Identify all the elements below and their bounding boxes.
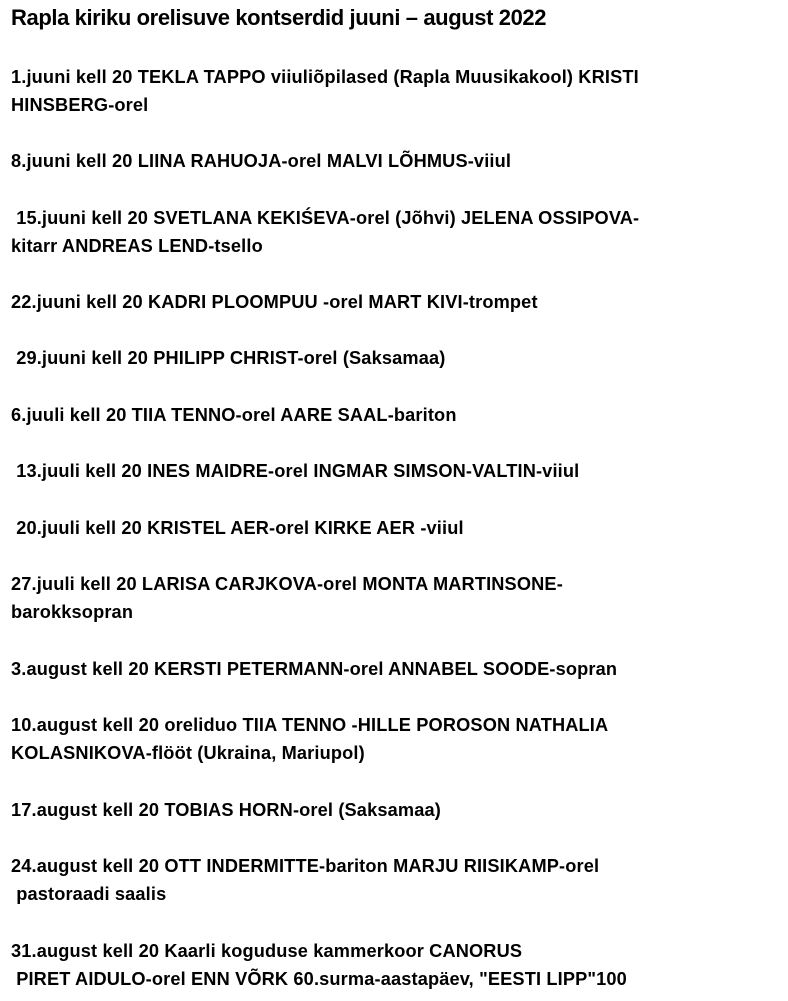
concert-entry [11, 147, 781, 175]
entry-line: 1.juuni kell 20 TEKLA TAPPO viiuliõpilased (Rapla Muusikakool) KRISTI [11, 67, 639, 87]
entry-line: 20.juuli kell 20 KRISTEL AER-orel KIRKE AER -viiul [11, 518, 464, 538]
concert-entry [11, 514, 781, 542]
entry-line: 17.august kell 20 TOBIAS HORN-orel (Saksamaa) [11, 800, 441, 820]
concert-entry [11, 570, 781, 626]
concert-entry [11, 204, 781, 260]
entry-line: 6.juuli kell 20 TIIA TENNO-orel AARE SAAL-bariton [11, 405, 457, 425]
concert-entry [11, 288, 781, 316]
entry-line: barokksopran [11, 602, 134, 622]
entry-line: PIRET AIDULO-orel ENN VÕRK 60.surma-aastapäev, "EESTI LIPP"100 [11, 969, 627, 989]
entry-line: kitarr ANDREAS LEND-tsello [11, 236, 263, 256]
concert-entry [11, 796, 781, 824]
concert-entry [11, 711, 781, 767]
document-title: Rapla kiriku orelisuve kontserdid juuni – august 2022 [11, 5, 547, 30]
concert-entry [11, 401, 781, 429]
concert-entry [11, 655, 781, 683]
entry-line: 13.juuli kell 20 INES MAIDRE-orel INGMAR SIMSON-VALTIN-viiul [11, 461, 580, 481]
entry-line: 10.august kell 20 oreliduo TIIA TENNO -HILLE POROSON NATHALIA [11, 715, 609, 735]
entry-line: 15.juuni kell 20 SVETLANA KEKIŚEVA-orel (Jõhvi) JELENA OSSIPOVA- [11, 208, 640, 228]
concert-entry [11, 457, 781, 485]
concert-entry [11, 852, 781, 908]
concert-entry [11, 63, 781, 119]
entry-line: 27.juuli kell 20 LARISA CARJKOVA-orel MONTA MARTINSONE- [11, 574, 563, 594]
concert-entry [11, 937, 781, 993]
entry-line: KOLASNIKOVA-flööt (Ukraina, Mariupol) [11, 743, 365, 763]
entry-line: 8.juuni kell 20 LIINA RAHUOJA-orel MALVI LÕHMUS-viiul [11, 151, 512, 171]
entry-line: pastoraadi saalis [11, 884, 167, 904]
entry-line: 29.juuni kell 20 PHILIPP CHRIST-orel (Saksamaa) [11, 348, 446, 368]
entry-line: 24.august kell 20 OTT INDERMITTE-bariton MARJU RIISIKAMP-orel [11, 856, 600, 876]
entry-line: HINSBERG-orel [11, 95, 149, 115]
entry-line: 22.juuni kell 20 KADRI PLOOMPUU -orel MART KIVI-trompet [11, 292, 538, 312]
entry-line: 3.august kell 20 KERSTI PETERMANN-orel ANNABEL SOODE-sopran [11, 659, 618, 679]
entry-line: 31.august kell 20 Kaarli koguduse kammerkoor CANORUS [11, 941, 523, 961]
concert-entry [11, 344, 781, 372]
